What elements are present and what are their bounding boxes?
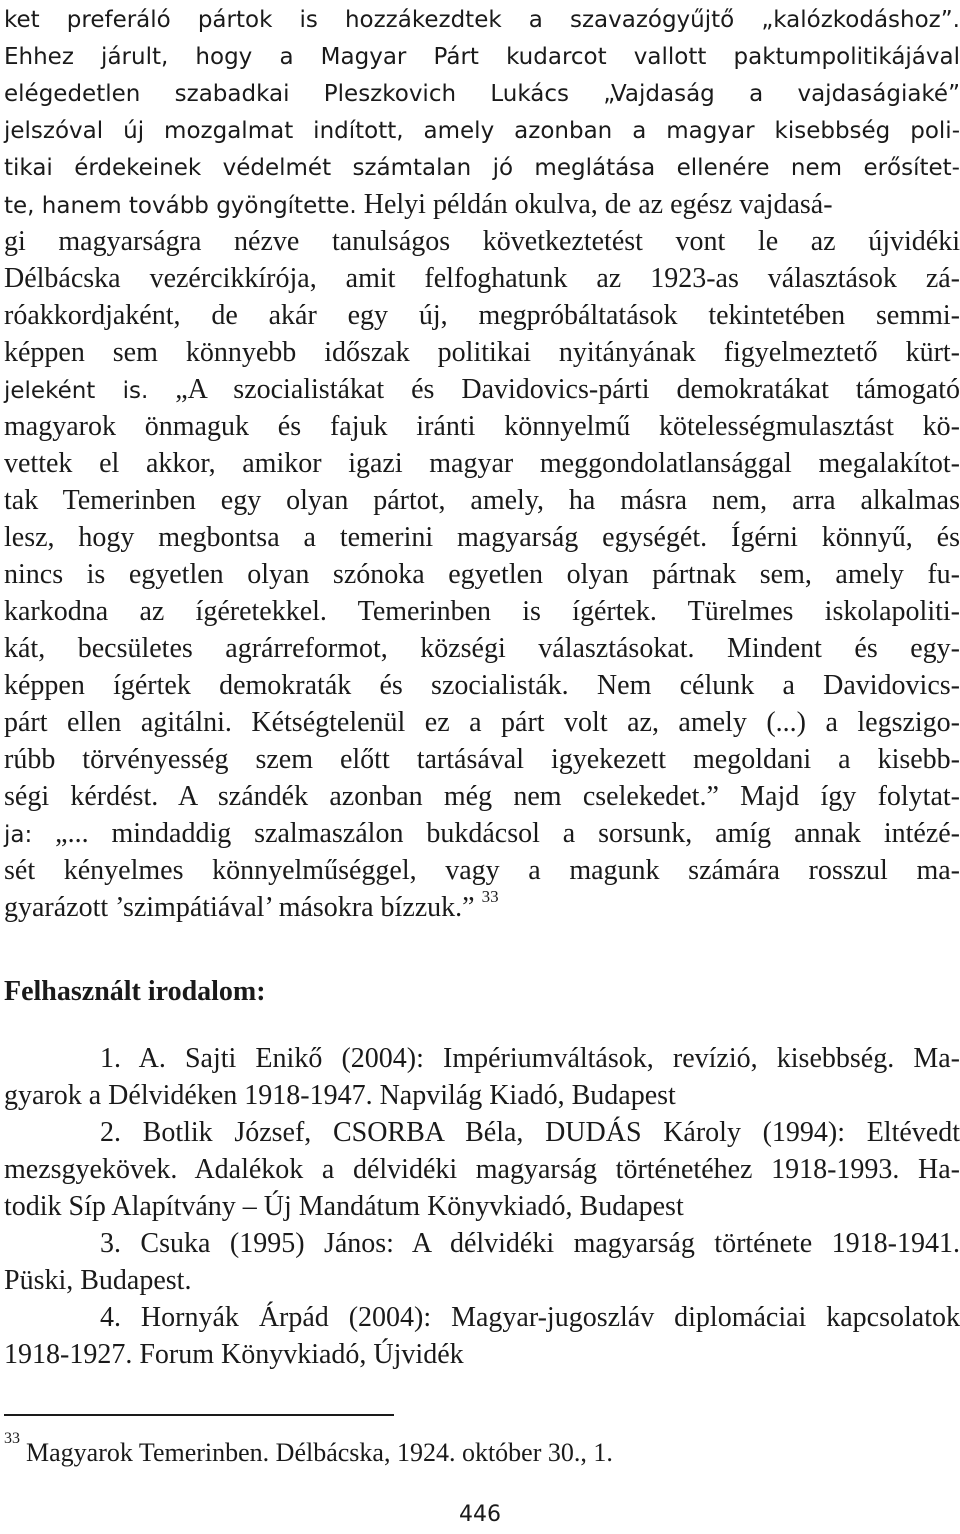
body-line: magyarok önmaguk és fajuk iránti könnyelmű kötelességmulasztást kö- [4,411,960,442]
body-line: tikai érdekeinek védelmét számtalan jó meglátása ellenére nem erősítet- [4,155,960,181]
body-line: kát, becsületes agrárreformot, községi választásokat. Mindent és egy- [4,633,960,664]
body-line [4,187,960,224]
reference-line: 4. Hornyák Árpád (2004): Magyar-jugoszláv diplomáciai kapcsolatok [100,1302,960,1333]
reference-line: todik Síp Alapítvány – Új Mandátum Könyvkiadó, Budapest [4,1191,684,1222]
reference-line: 1. A. Sajti Enikő (2004): Impériumváltások, revízió, kisebbség. Ma- [100,1043,960,1074]
body-text: ja: [4,822,33,848]
body-text: jeleként is. [4,378,149,404]
page-number: 446 [459,1502,501,1527]
reference-line: 3. Csuka (1995) János: A délvidéki magyarság története 1918-1941. [100,1228,960,1259]
reference-line: gyarok a Délvidéken 1918-1947. Napvilág Kiadó, Budapest [4,1080,676,1111]
body-line: ket preferáló pártok is hozzákezdtek a szavazógyűjtő „kalózkodáshoz”. [4,7,960,33]
body-line [4,886,960,926]
references-heading: Felhasznált irodalom: [4,976,266,1007]
body-line: jelszóval új mozgalmat indított, amely azonban a magyar kisebbség poli- [4,118,960,144]
footnote-reference: 33 [481,886,499,906]
footnote [4,1430,613,1470]
body-line [4,372,960,409]
body-text: „A szocialistákat és Davidovics-párti demokratákat támogató [175,374,960,405]
body-line: elégedetlen szabadkai Pleszkovich Lukács „Vajdaság a vajdaságiaké” [4,81,960,107]
body-line: nincs is egyetlen olyan szónoka egyetlen olyan pártnak sem, amely fu- [4,559,960,590]
body-text: „... mindaddig szalmaszálon bukdácsol a sorsunk, amíg annak intézé- [55,818,960,849]
body-line: párt ellen agitálni. Kétségtelenül ez a párt volt az, amely (...) a legszigo- [4,707,960,738]
body-text: te, hanem tovább gyöngítette. [4,193,357,219]
body-text: gyarázott ’szimpátiával’ másokra bízzuk.” [4,892,475,923]
body-line: róakkordjaként, de akár egy új, megpróbáltatások tekintetében semmi- [4,300,960,331]
body-line: karkodna az ígéretekkel. Temerinben is ígértek. Türelmes iskolapoliti- [4,596,960,627]
footnote-number: 33 [4,1430,20,1448]
body-line: Délbácska vezércikkírója, amit felfoghatunk az 1923-as választások zá- [4,263,960,294]
reference-line: 2. Botlik József, CSORBA Béla, DUDÁS Károly (1994): Eltévedt [100,1117,960,1148]
body-text: Helyi példán okulva, de az egész vajdasá- [363,189,833,220]
body-line: Ehhez járult, hogy a Magyar Párt kudarcot vallott paktumpolitikájával [4,44,960,70]
body-line: ségi kérdést. A szándék azonban még nem cselekedet.” Majd így folytat- [4,781,960,812]
body-line: rúbb törvényesség szem előtt tartásával igyekezett megoldani a kisebb- [4,744,960,775]
reference-line: Püski, Budapest. [4,1265,192,1296]
body-line [4,816,960,853]
body-line: vettek el akkor, amikor igazi magyar meggondolatlansággal megalakítot- [4,448,960,479]
body-line: lesz, hogy megbontsa a temerini magyarság egységét. Ígérni könnyű, és [4,522,960,553]
body-line: tak Temerinben egy olyan pártot, amely, ha másra nem, arra alkalmas [4,485,960,516]
reference-line: mezsgyekövek. Adalékok a délvidéki magyarság történetéhez 1918-1993. Ha- [4,1154,960,1185]
body-line: képpen ígértek demokraták és szocialisták. Nem célunk a Davidovics- [4,670,960,701]
body-line: sét kényelmes könnyelműséggel, vagy a magunk számára rosszul ma- [4,855,960,886]
body-line: képpen sem könnyebb időszak politikai nyitányának figyelmeztető kürt- [4,337,960,368]
footnote-separator [4,1414,394,1416]
body-line: gi magyarságra nézve tanulságos következtetést vont le az újvidéki [4,226,960,257]
footnote-text: Magyarok Temerinben. Délbácska, 1924. október 30., 1. [26,1438,613,1467]
reference-line: 1918-1927. Forum Könyvkiadó, Újvidék [4,1339,464,1370]
